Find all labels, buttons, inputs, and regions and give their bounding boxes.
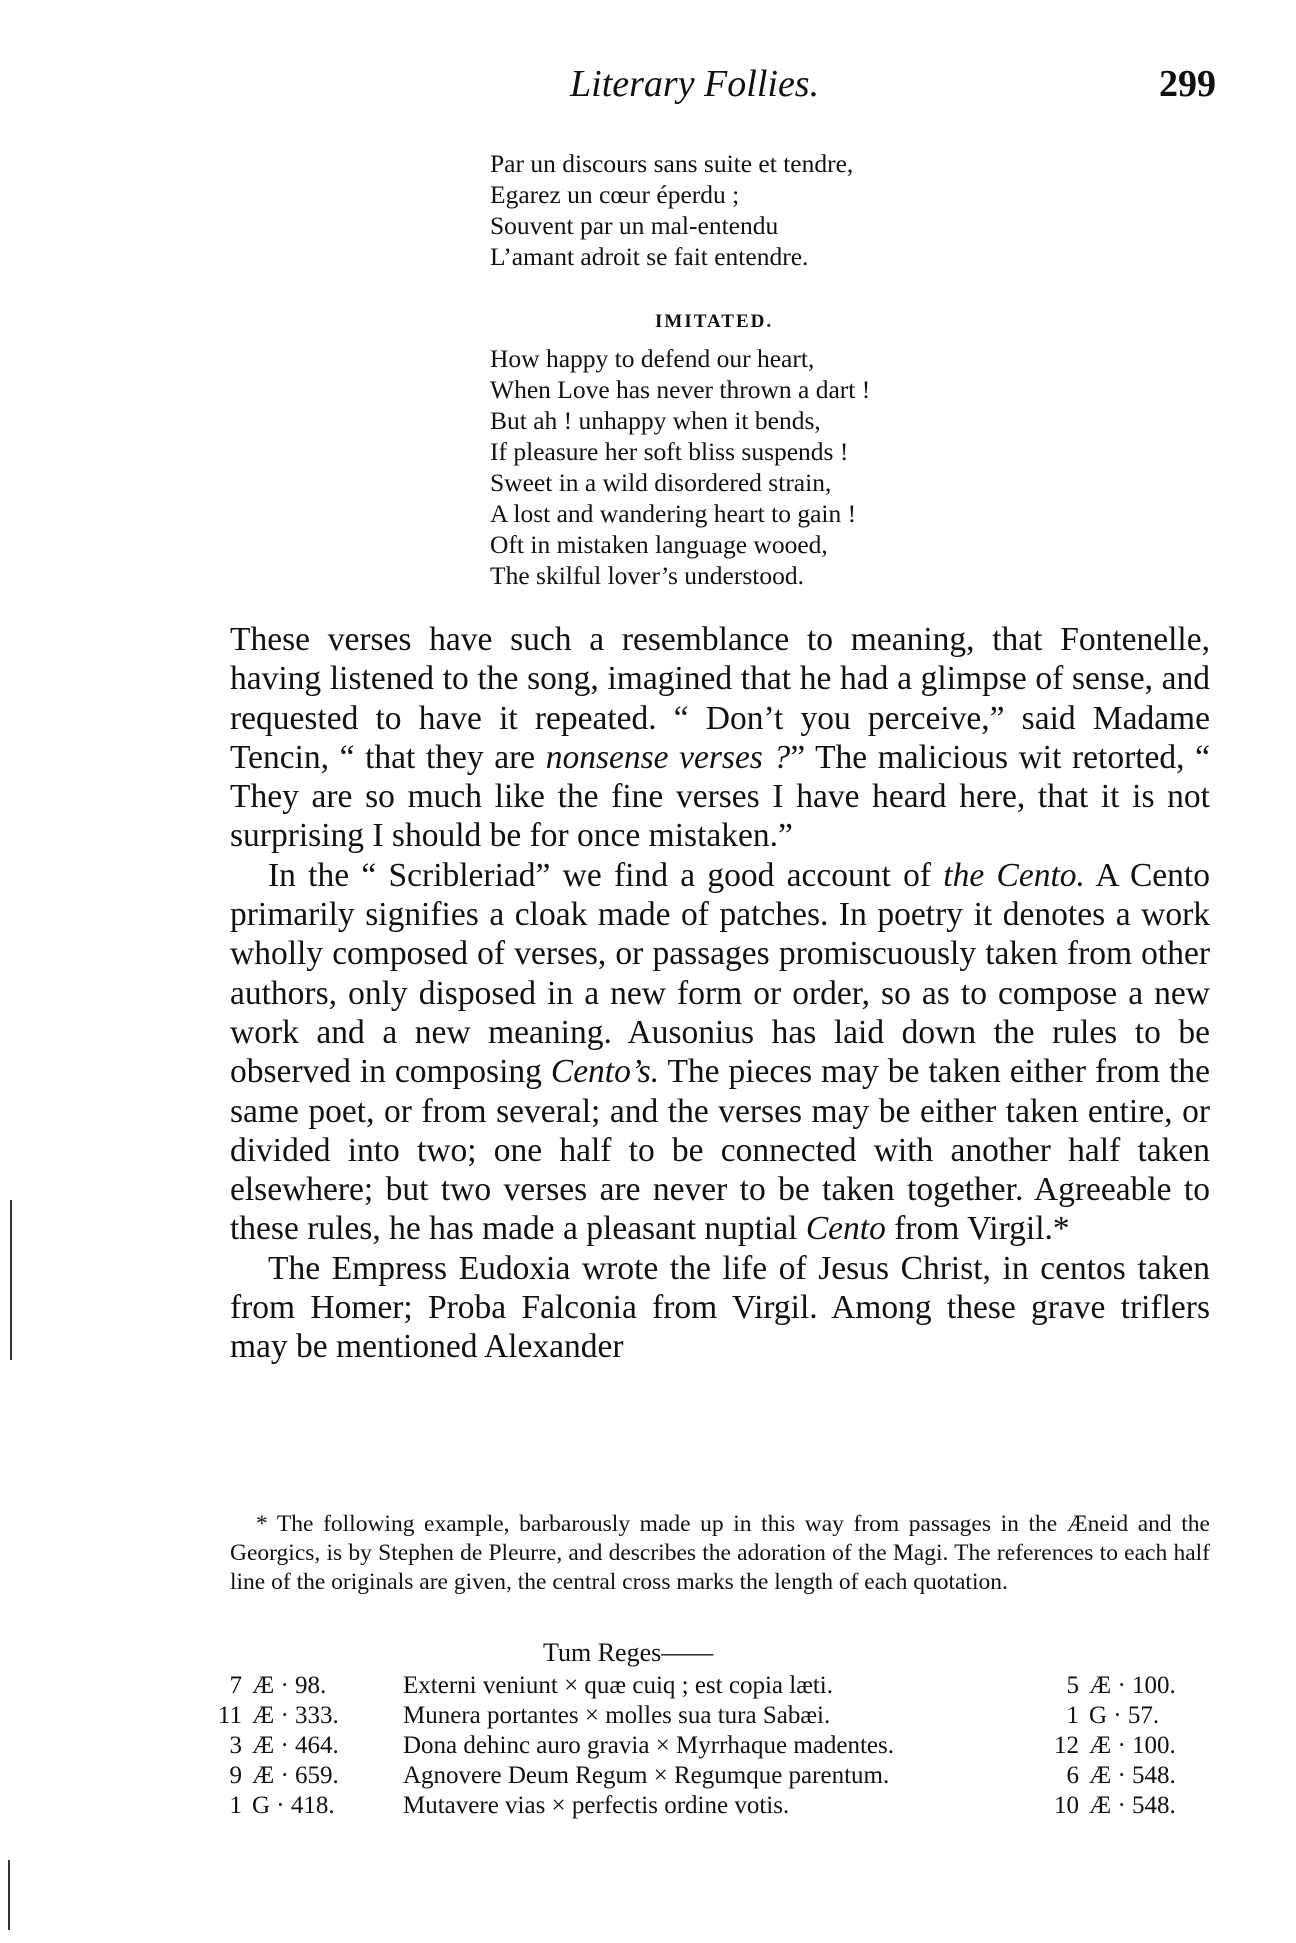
- right-line-number: 6: [1066, 1762, 1079, 1789]
- verse-line: L’amant adroit se fait entendre.: [490, 242, 809, 271]
- left-reference: [210, 1702, 403, 1732]
- cento-table: [210, 1672, 1215, 1822]
- left-source: Æ · 659.: [252, 1762, 339, 1789]
- verse-line: Par un discours sans suite et tendre,: [490, 149, 854, 178]
- cento-line: Agnovere Deum Regum × Regumque parentum.: [403, 1762, 890, 1789]
- right-source: Æ · 100.: [1089, 1732, 1176, 1759]
- italic-phrase: Cento’s.: [550, 1053, 660, 1091]
- left-source: Æ · 98.: [252, 1672, 327, 1699]
- verse-heading: IMITATED.: [655, 311, 774, 332]
- verse-line: Souvent par un mal-entendu: [490, 211, 779, 240]
- left-line-number: 11: [217, 1702, 242, 1729]
- right-source: G · 57.: [1089, 1702, 1160, 1729]
- verse-line: A lost and wandering heart to gain !: [490, 499, 857, 528]
- left-source: Æ · 464.: [252, 1732, 339, 1759]
- paragraph-text: These verses have such a resemblance to meaning, that Fontenelle, having listened to the song, imagined that he had a glimpse of sense, and requested to have it repeated. “ Don’t you perceive,” said Madame Tencin, “ that they are: [230, 621, 1210, 776]
- right-line-number: 1: [1066, 1702, 1079, 1729]
- verse-line: If pleasure her soft bliss suspends !: [490, 437, 849, 466]
- paragraph-eudoxia: [230, 1249, 1210, 1367]
- right-reference: [1047, 1702, 1215, 1732]
- right-source: Æ · 548.: [1089, 1792, 1176, 1819]
- footnote-text: * The following example, barbarously made up in this way from passages in the Æneid and the Georgics, is by Stephen de Pleurre, and describes the adoration of the Magi. The references to each half line of the originals are given, the central cross marks the length of each quotation.: [230, 1511, 1210, 1595]
- verse-line: How happy to defend our heart,: [490, 344, 815, 373]
- italic-phrase: the Cento.: [943, 856, 1085, 894]
- left-line-number: 9: [229, 1762, 242, 1789]
- verse-line: When Love has never thrown a dart !: [490, 375, 871, 404]
- paragraph-text: In the “ Scribleriad” we find a good account of: [268, 856, 944, 894]
- french-verse: [490, 148, 853, 272]
- right-line-number: 5: [1066, 1672, 1079, 1699]
- paragraph-text: from Virgil.*: [885, 1210, 1070, 1248]
- table-row: [210, 1702, 1215, 1732]
- cento-line: Externi veniunt × quæ cuiq ; est copia læti.: [403, 1672, 834, 1699]
- scan-edge-mark: [10, 1200, 12, 1360]
- right-source: Æ · 100.: [1089, 1672, 1176, 1699]
- cento-line: Munera portantes × molles sua tura Sabæi.: [403, 1702, 831, 1729]
- table-row: [210, 1792, 1215, 1822]
- body-text: [230, 620, 1210, 1367]
- paragraph-text: ” The malicious wit retorted, “ They are so much like the fine verses I have heard here, that it is not surprising I should be for once mistaken.”: [230, 738, 1211, 855]
- cento-line: Dona dehinc auro gravia × Myrrhaque madentes.: [403, 1732, 895, 1759]
- italic-phrase: nonsense verses ?: [545, 738, 791, 776]
- right-line-number: 10: [1054, 1792, 1079, 1819]
- verse-line: Egarez un cœur éperdu ;: [490, 180, 740, 209]
- right-reference: [1047, 1792, 1215, 1822]
- right-reference: [1047, 1672, 1215, 1702]
- right-source: Æ · 548.: [1089, 1762, 1176, 1789]
- verse-line: Sweet in a wild disordered strain,: [490, 468, 832, 497]
- cento-line: Mutavere vias × perfectis ordine votis.: [403, 1792, 790, 1819]
- running-title: Literary Follies.: [570, 63, 820, 105]
- right-reference: [1047, 1732, 1215, 1762]
- paragraph-fontenelle: [230, 620, 1210, 856]
- cento-heading: Tum Reges——: [543, 1638, 714, 1667]
- table-row: [210, 1672, 1215, 1702]
- paragraph-text: The pieces may be taken either from the same poet, or from several; and the verses may be either taken entire, or divided into two; one half to be connected with another half taken elsewhere; but two verses are never to be taken together. Agreeable to these rules, he has made a pleasant nuptial: [230, 1053, 1210, 1248]
- paragraph-cento: [230, 856, 1210, 1249]
- paragraph-text: The Empress Eudoxia wrote the life of Jesus Christ, in centos taken from Homer; Proba Falconia from Virgil. Among these grave triflers may be mentioned Alexander: [230, 1249, 1210, 1366]
- left-reference: [210, 1762, 403, 1792]
- left-reference: [210, 1792, 403, 1822]
- left-reference: [210, 1672, 403, 1702]
- left-source: G · 418.: [252, 1792, 335, 1819]
- paragraph-text: A Cento primarily signifies a cloak made of patches. In poetry it denotes a work wholly composed of verses, or passages promiscuously taken from other authors, only disposed in a new form or order, so as to compose a new work and a new meaning. Ausonius has laid down the rules to be observed in composing: [230, 856, 1210, 1091]
- footnote: [230, 1510, 1210, 1597]
- verse-line: But ah ! unhappy when it bends,: [490, 406, 821, 435]
- left-source: Æ · 333.: [252, 1702, 339, 1729]
- page-number: 299: [1159, 63, 1216, 105]
- imitated-verse: [490, 343, 870, 591]
- left-line-number: 7: [229, 1672, 242, 1699]
- scan-edge-mark: [8, 1860, 10, 1930]
- italic-phrase: Cento: [805, 1210, 886, 1248]
- left-line-number: 1: [229, 1792, 242, 1819]
- right-line-number: 12: [1054, 1732, 1079, 1759]
- verse-line: Oft in mistaken language wooed,: [490, 530, 828, 559]
- verse-line: The skilful lover’s understood.: [490, 561, 804, 590]
- left-reference: [210, 1732, 403, 1762]
- table-row: [210, 1762, 1215, 1792]
- right-reference: [1047, 1762, 1215, 1792]
- left-line-number: 3: [229, 1732, 242, 1759]
- table-row: [210, 1732, 1215, 1762]
